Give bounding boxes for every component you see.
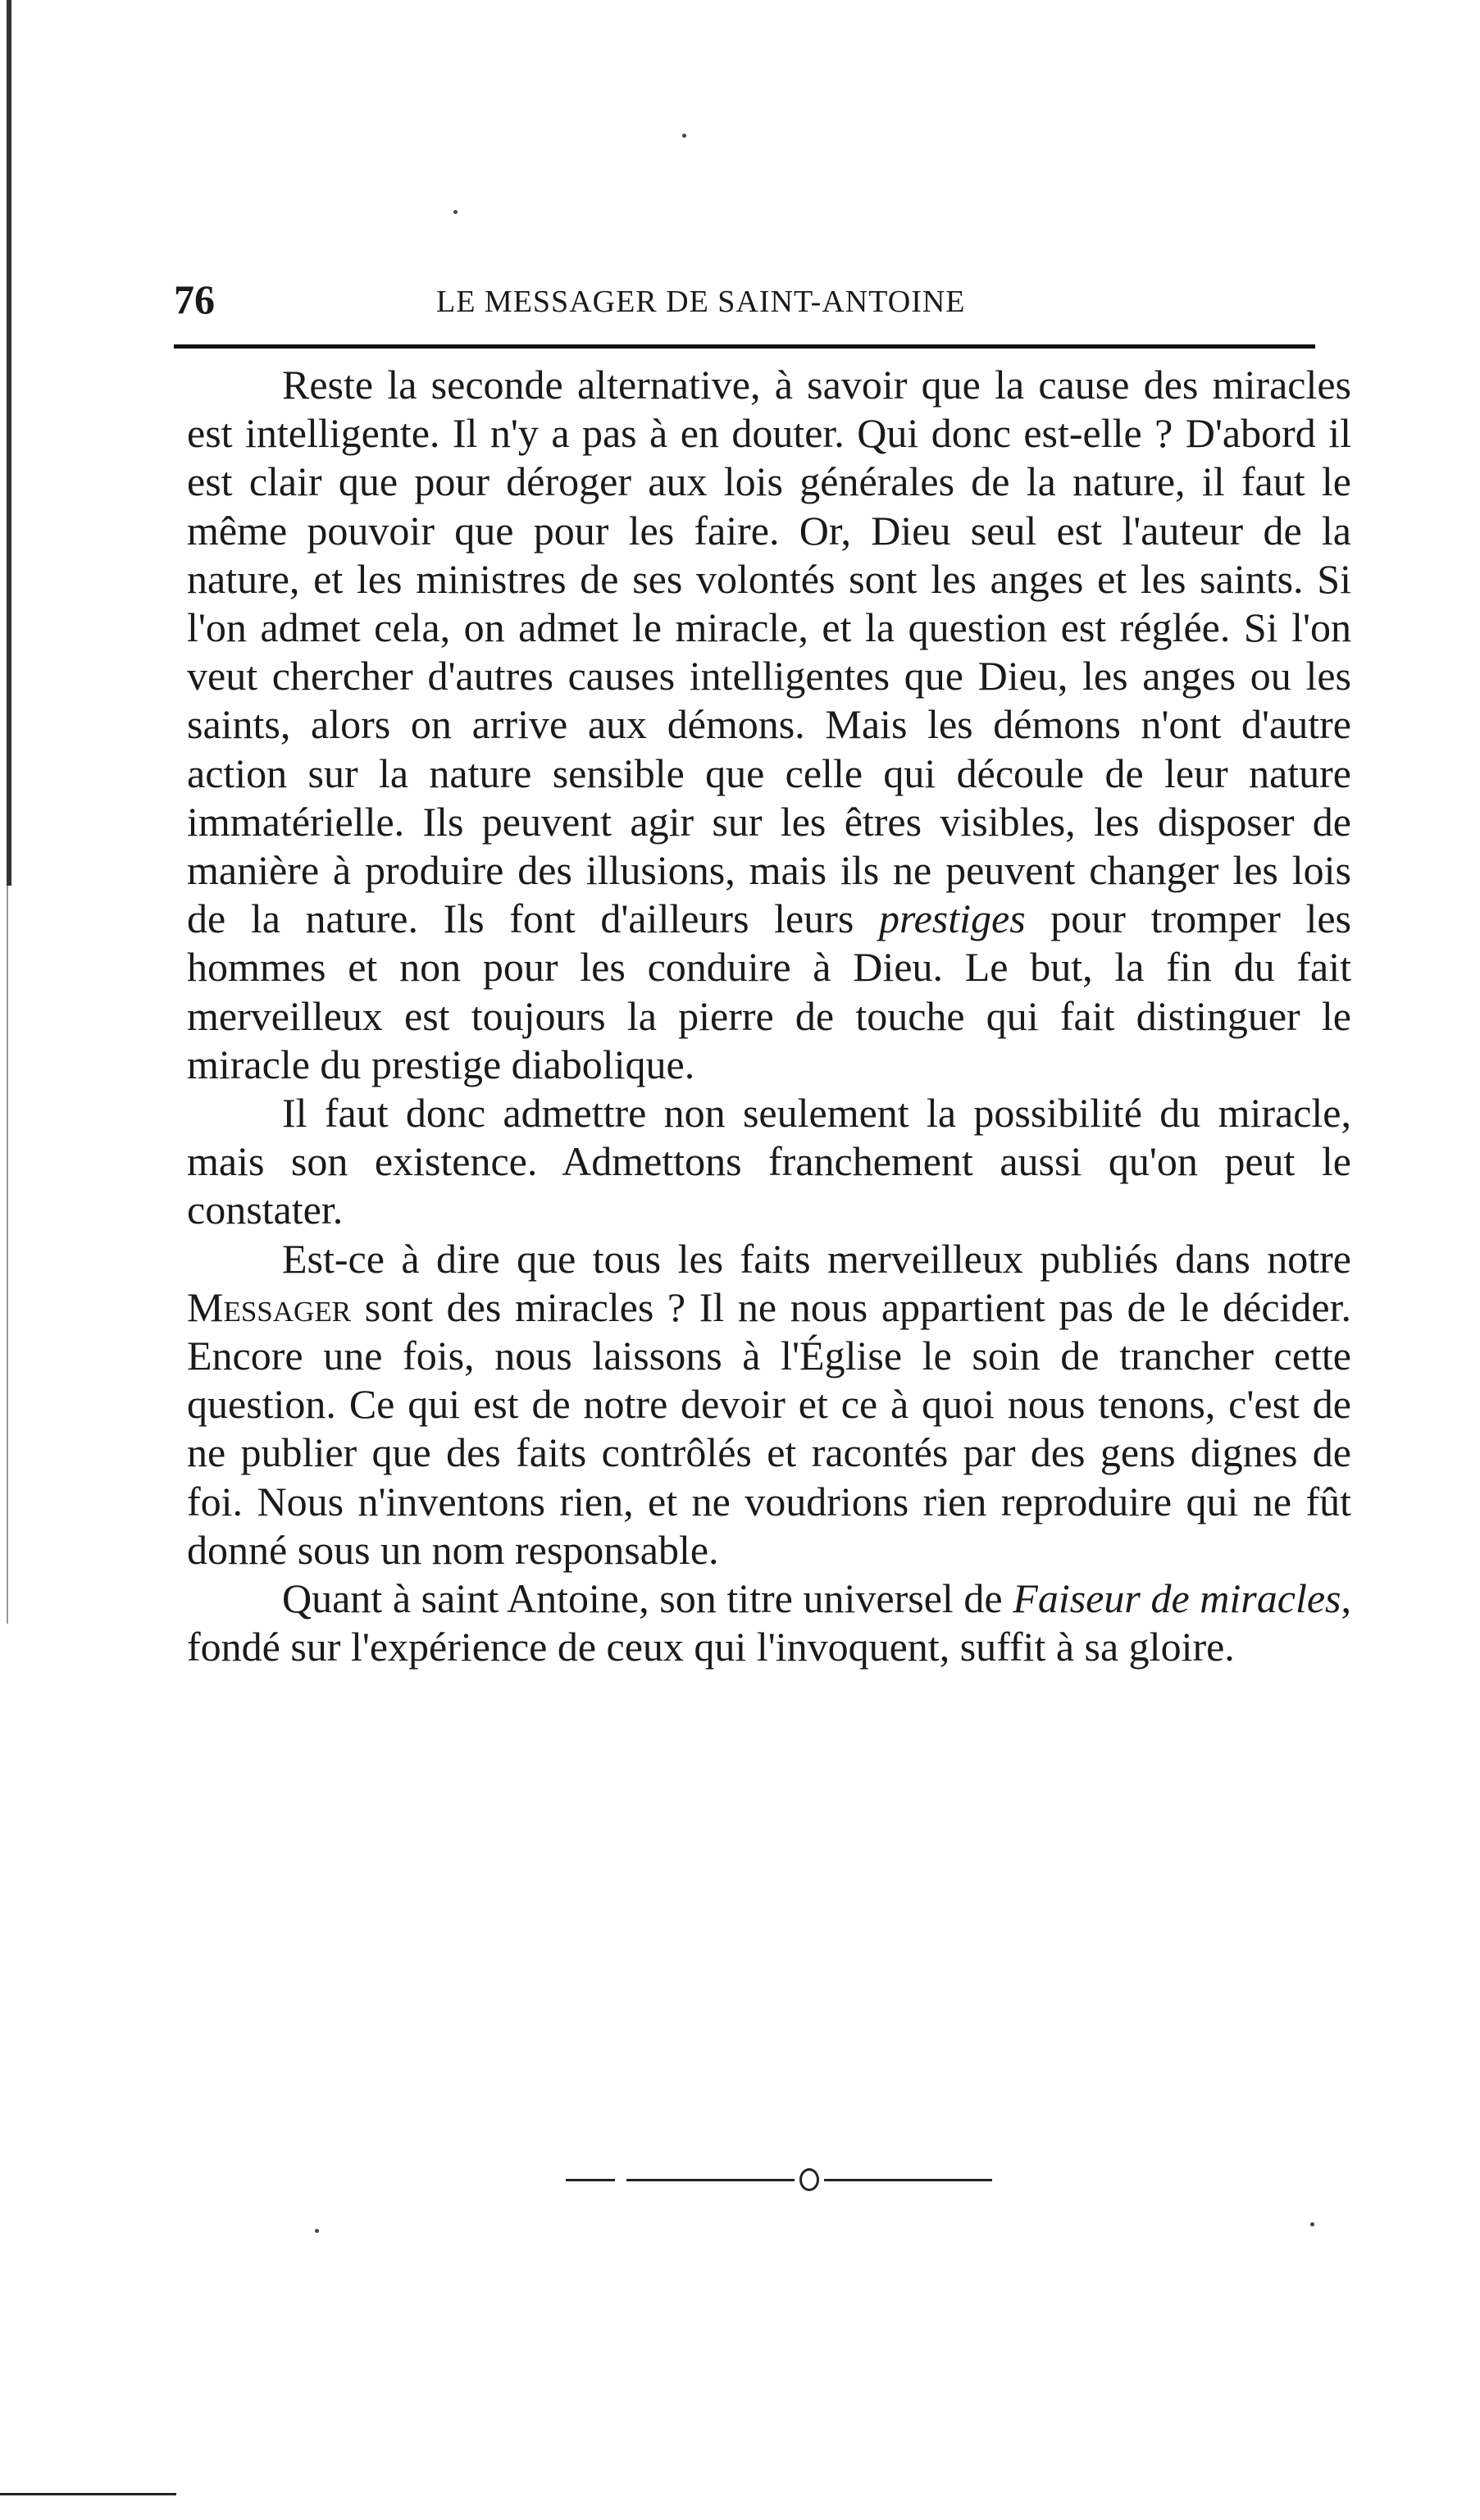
print-speck: [453, 210, 458, 214]
ornament-circle: [799, 2168, 819, 2191]
print-speck: [1310, 2222, 1314, 2226]
paragraph-3-text-end: sont des miracles ? Il ne nous appartient pas de le décider. Encore une fois, nous laissons à l'Église le soin de trancher cette question. Ce qui est de notre devoir et ce à quoi nous tenons, c'est de ne publier que des faits contrôlés et racontés par des gens dignes de foi. Nous n'inventons rien, et ne voudrions rien reproduire qui ne fût donné sous un nom responsable.: [187, 1283, 1352, 1573]
page-number: 76: [174, 276, 215, 322]
print-speck: [315, 2229, 319, 2233]
ornament-line-left: [626, 2179, 795, 2181]
paragraph-2: Il faut donc admettre non seulement la possibilité du miracle, mais son existence. Admettons franchement aussi qu'on peut le constater.: [187, 1090, 1351, 1233]
page-edge-rule: [7, 0, 11, 886]
paragraph-1: [187, 361, 1351, 1089]
ornament-line-right: [824, 2179, 992, 2181]
paragraph-1-italic: prestiges: [878, 895, 1026, 942]
page-header: [174, 276, 1322, 333]
article-body: [187, 361, 1351, 1671]
header-rule: [174, 344, 1315, 349]
ornament-dash: [566, 2179, 615, 2181]
print-speck: [682, 134, 686, 138]
messager-small-caps: Messager: [187, 1283, 352, 1330]
paragraph-1-text: Reste la seconde alternative, à savoir que la cause des miracles est intelligente. Il n'y a pas à en douter. Qui donc est-elle ? D'abord il est clair que pour déroger aux lois générales de la nature, il faut le même pouvoir que pour les faire. Or, Dieu seul est l'auteur de la nature, et les ministres de ses volontés sont les anges et les saints. Si l'on admet cela, on admet le miracle, et la question est réglée. Si l'on veut chercher d'autres causes intelligentes que Dieu, les anges ou les saints, alors on arrive aux démons. Mais les démons n'ont d'autre action sur la nature sensible que celle qui découle de leur nature immatérielle. Ils peuvent agir sur les êtres visibles, les disposer de manière à produire des illusions, mais ils ne peuvent changer les lois de la nature. Ils font d'ailleurs leurs: [187, 362, 1351, 942]
page-edge-rule-faint: [7, 886, 8, 1624]
paragraph-4-text: Quant à saint Antoine, son titre universel de: [282, 1575, 1003, 1622]
paragraph-4: [187, 1574, 1351, 1671]
paragraph-4-italic: Faiseur de miracles: [1013, 1575, 1341, 1622]
paragraph-4-text-end: , fondé sur l'expérience de ceux qui l'invoquent, suffit à sa gloire.: [187, 1575, 1352, 1670]
footer-rule: [0, 2493, 176, 2495]
paragraph-3: [187, 1235, 1351, 1574]
paragraph-3-text: Est-ce à dire que tous les faits merveilleux publiés dans notre: [282, 1235, 1351, 1282]
running-title: LE MESSAGER DE SAINT-ANTOINE: [436, 285, 966, 319]
end-ornament: [566, 2163, 992, 2196]
paragraph-1-text-end: pour tromper les hommes et non pour les conduire à Dieu. Le but, la fin du fait merveilleux est toujours la pierre de touche qui fait distinguer le miracle du prestige diabolique.: [187, 895, 1352, 1087]
